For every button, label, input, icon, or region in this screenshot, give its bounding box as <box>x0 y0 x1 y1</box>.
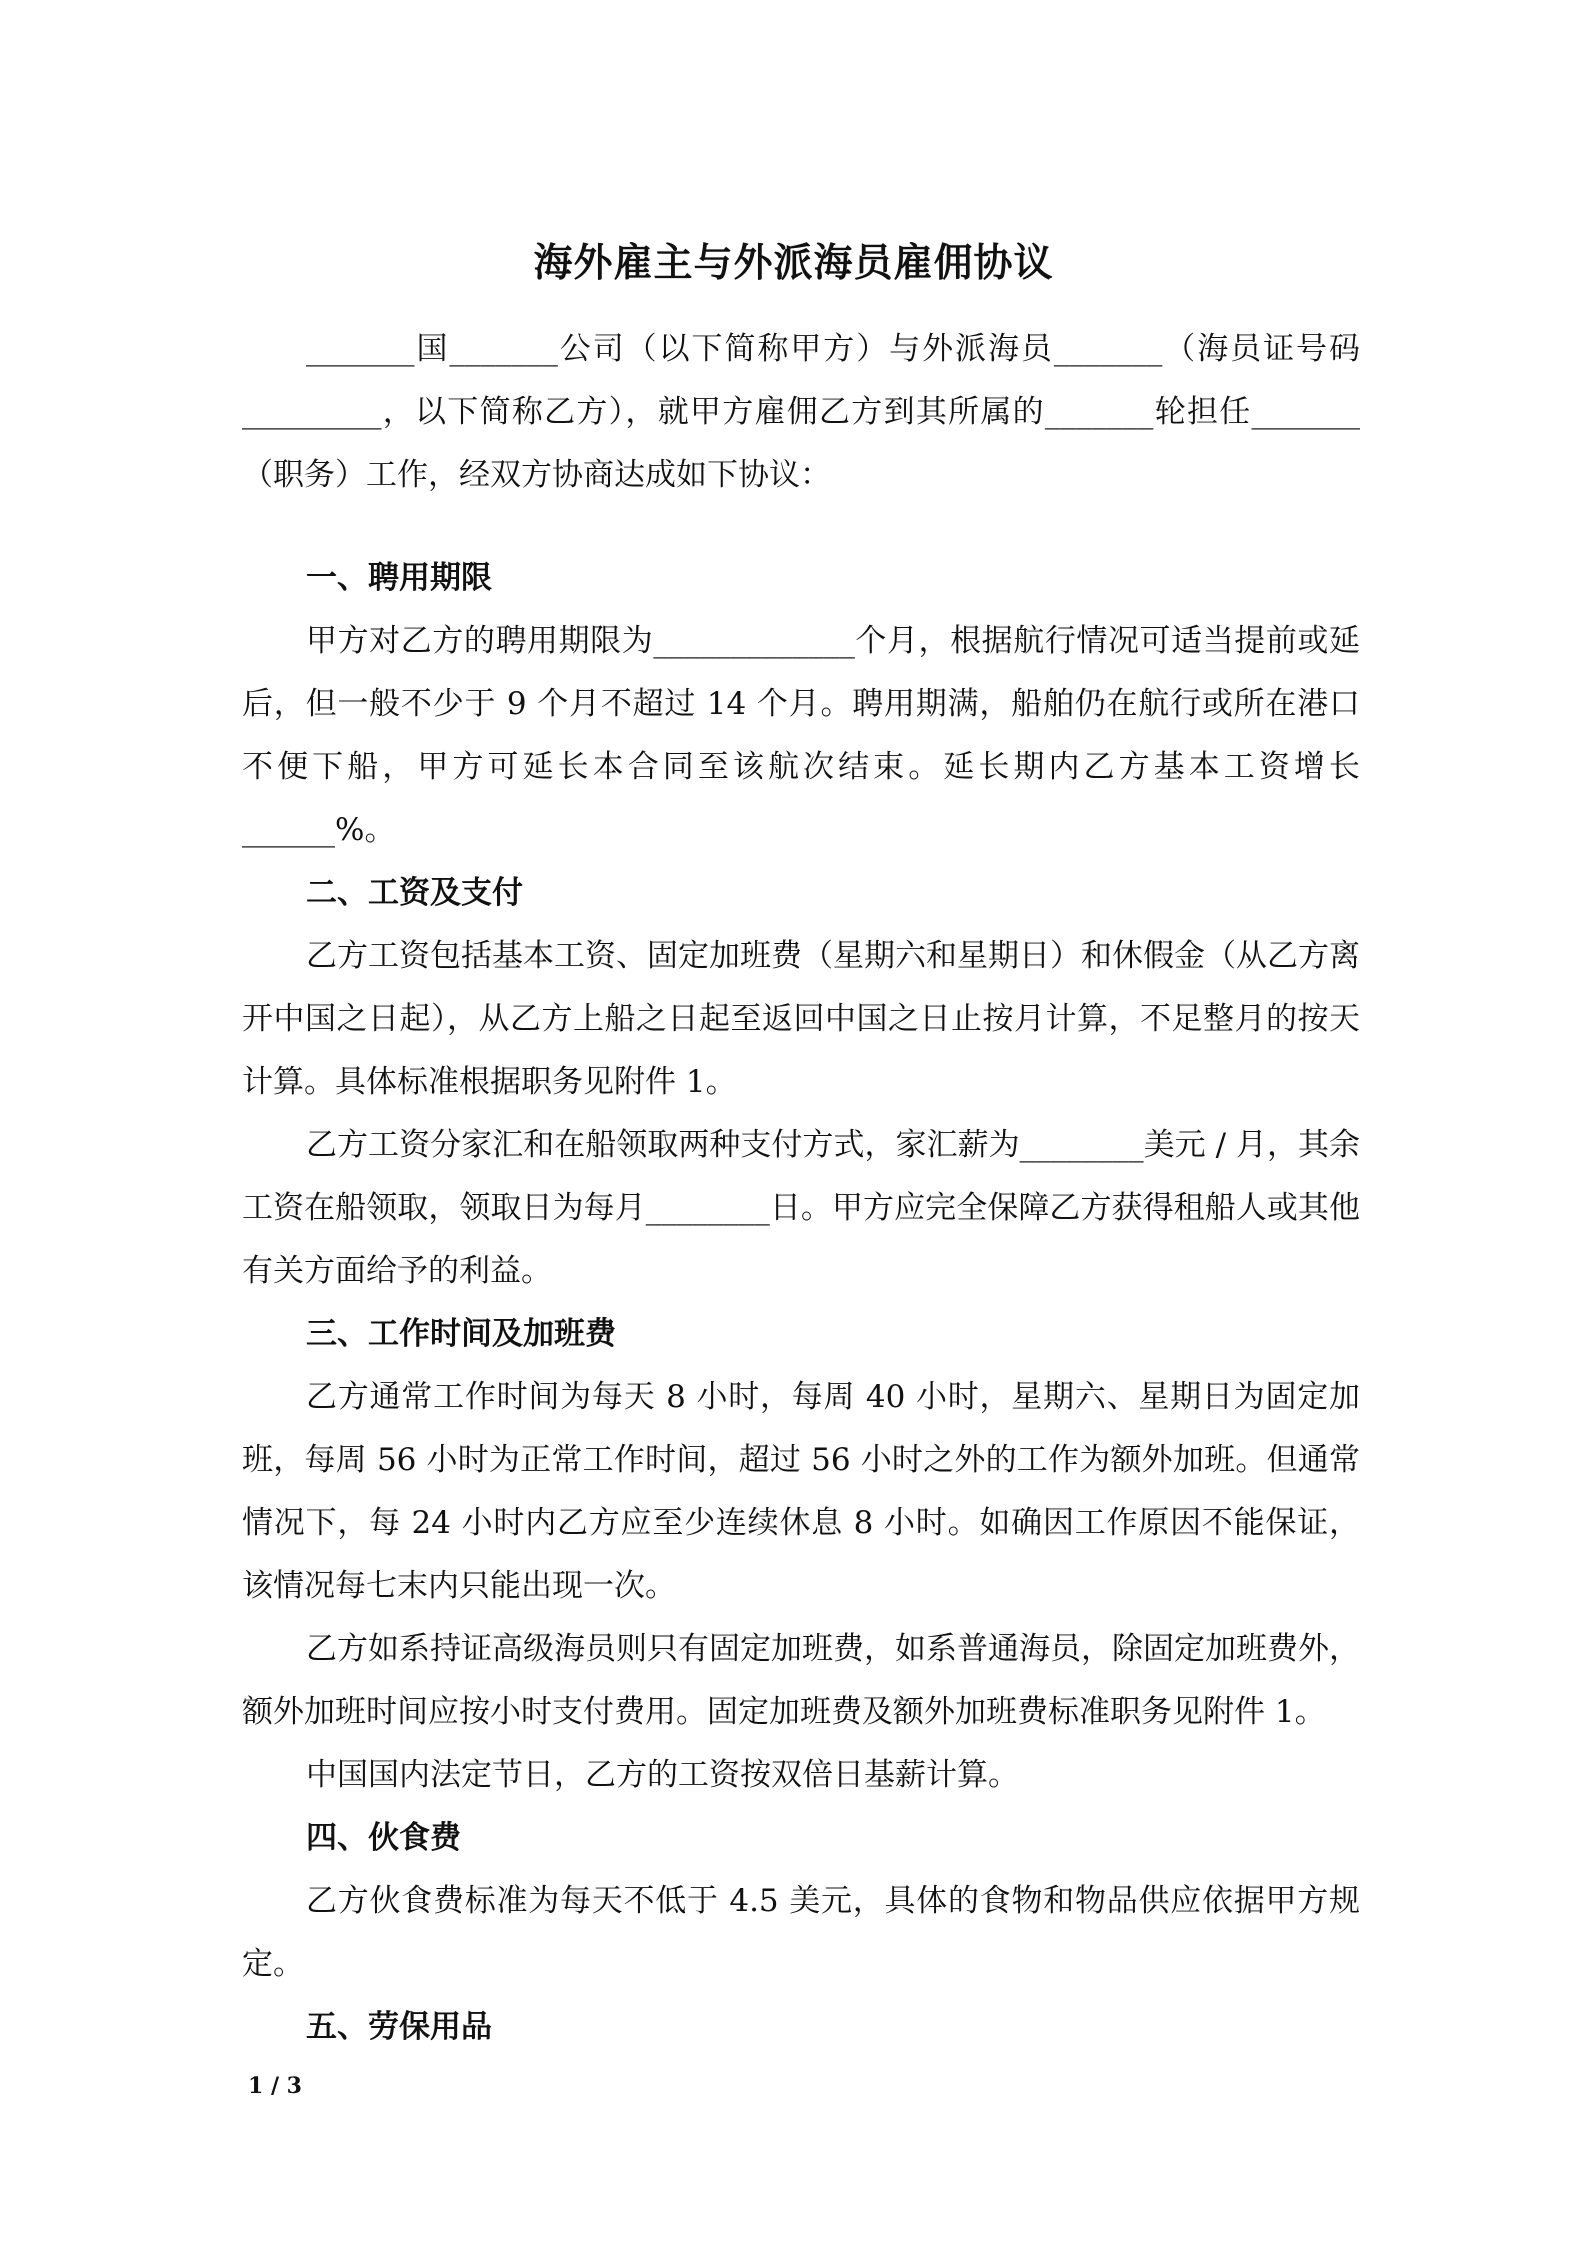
document-title: 海外雇主与外派海员雇佣协议 <box>533 240 1054 286</box>
section-2-paragraph-2: 乙方工资分家汇和在船领取两种支付方式，家汇薪为________美元 / 月，其余工资在船领取，领取日为每月________日。甲方应完全保障乙方获得租船人或其他有关方面给予的利益。 <box>242 1127 1360 1289</box>
section-heading-4: 四、伙食费 <box>306 1820 461 1856</box>
section-1-paragraph-1: 甲方对乙方的聘用期限为_____________个月，根据航行情况可适当提前或延后，但一般不少于 9 个月不超过 14 个月。聘用期满，船舶仍在航行或所在港口不便下船，甲方可延长本合同至该航次结束。延长期内乙方基本工资增长______%。 <box>242 623 1360 848</box>
spacer <box>242 507 1360 547</box>
section-heading-2: 二、工资及支付 <box>306 875 523 911</box>
section-3-paragraph-3: 中国国内法定节日，乙方的工资按双倍日基薪计算。 <box>306 1757 1019 1793</box>
section-heading-1: 一、聘用期限 <box>306 560 492 596</box>
section-2-paragraph-1: 乙方工资包括基本工资、固定加班费（星期六和星期日）和休假金（从乙方离开中国之日起），从乙方上船之日起至返回中国之日止按月计算，不足整月的按天计算。具体标准根据职务见附件 1。 <box>242 938 1360 1100</box>
intro-paragraph: _______国_______公司（以下简称甲方）与外派海员_______（海员证号码_________，以下简称乙方），就甲方雇佣乙方到其所属的_______轮担任_______（职务）工作，经双方协商达成如下协议： <box>242 331 1360 493</box>
section-3-paragraph-2: 乙方如系持证高级海员则只有固定加班费，如系普通海员，除固定加班费外，额外加班时间应按小时支付费用。固定加班费及额外加班费标准职务见附件 1。 <box>242 1631 1360 1730</box>
section-heading-5: 五、劳保用品 <box>306 2009 492 2045</box>
section-4-paragraph-1: 乙方伙食费标准为每天不低于 4.5 美元，具体的食物和物品供应依据甲方规定。 <box>242 1883 1360 1982</box>
section-heading-3: 三、工作时间及加班费 <box>306 1316 616 1352</box>
document-body <box>242 318 1360 2059</box>
section-3-paragraph-1: 乙方通常工作时间为每天 8 小时，每周 40 小时，星期六、星期日为固定加班，每周 56 小时为正常工作时间，超过 56 小时之外的工作为额外加班。但通常情况下，每 24 小时内乙方应至少连续休息 8 小时。如确因工作原因不能保证，该情况每七末内只能出现一次。 <box>242 1379 1360 1604</box>
page-number: 1 / 3 <box>248 2073 302 2099</box>
